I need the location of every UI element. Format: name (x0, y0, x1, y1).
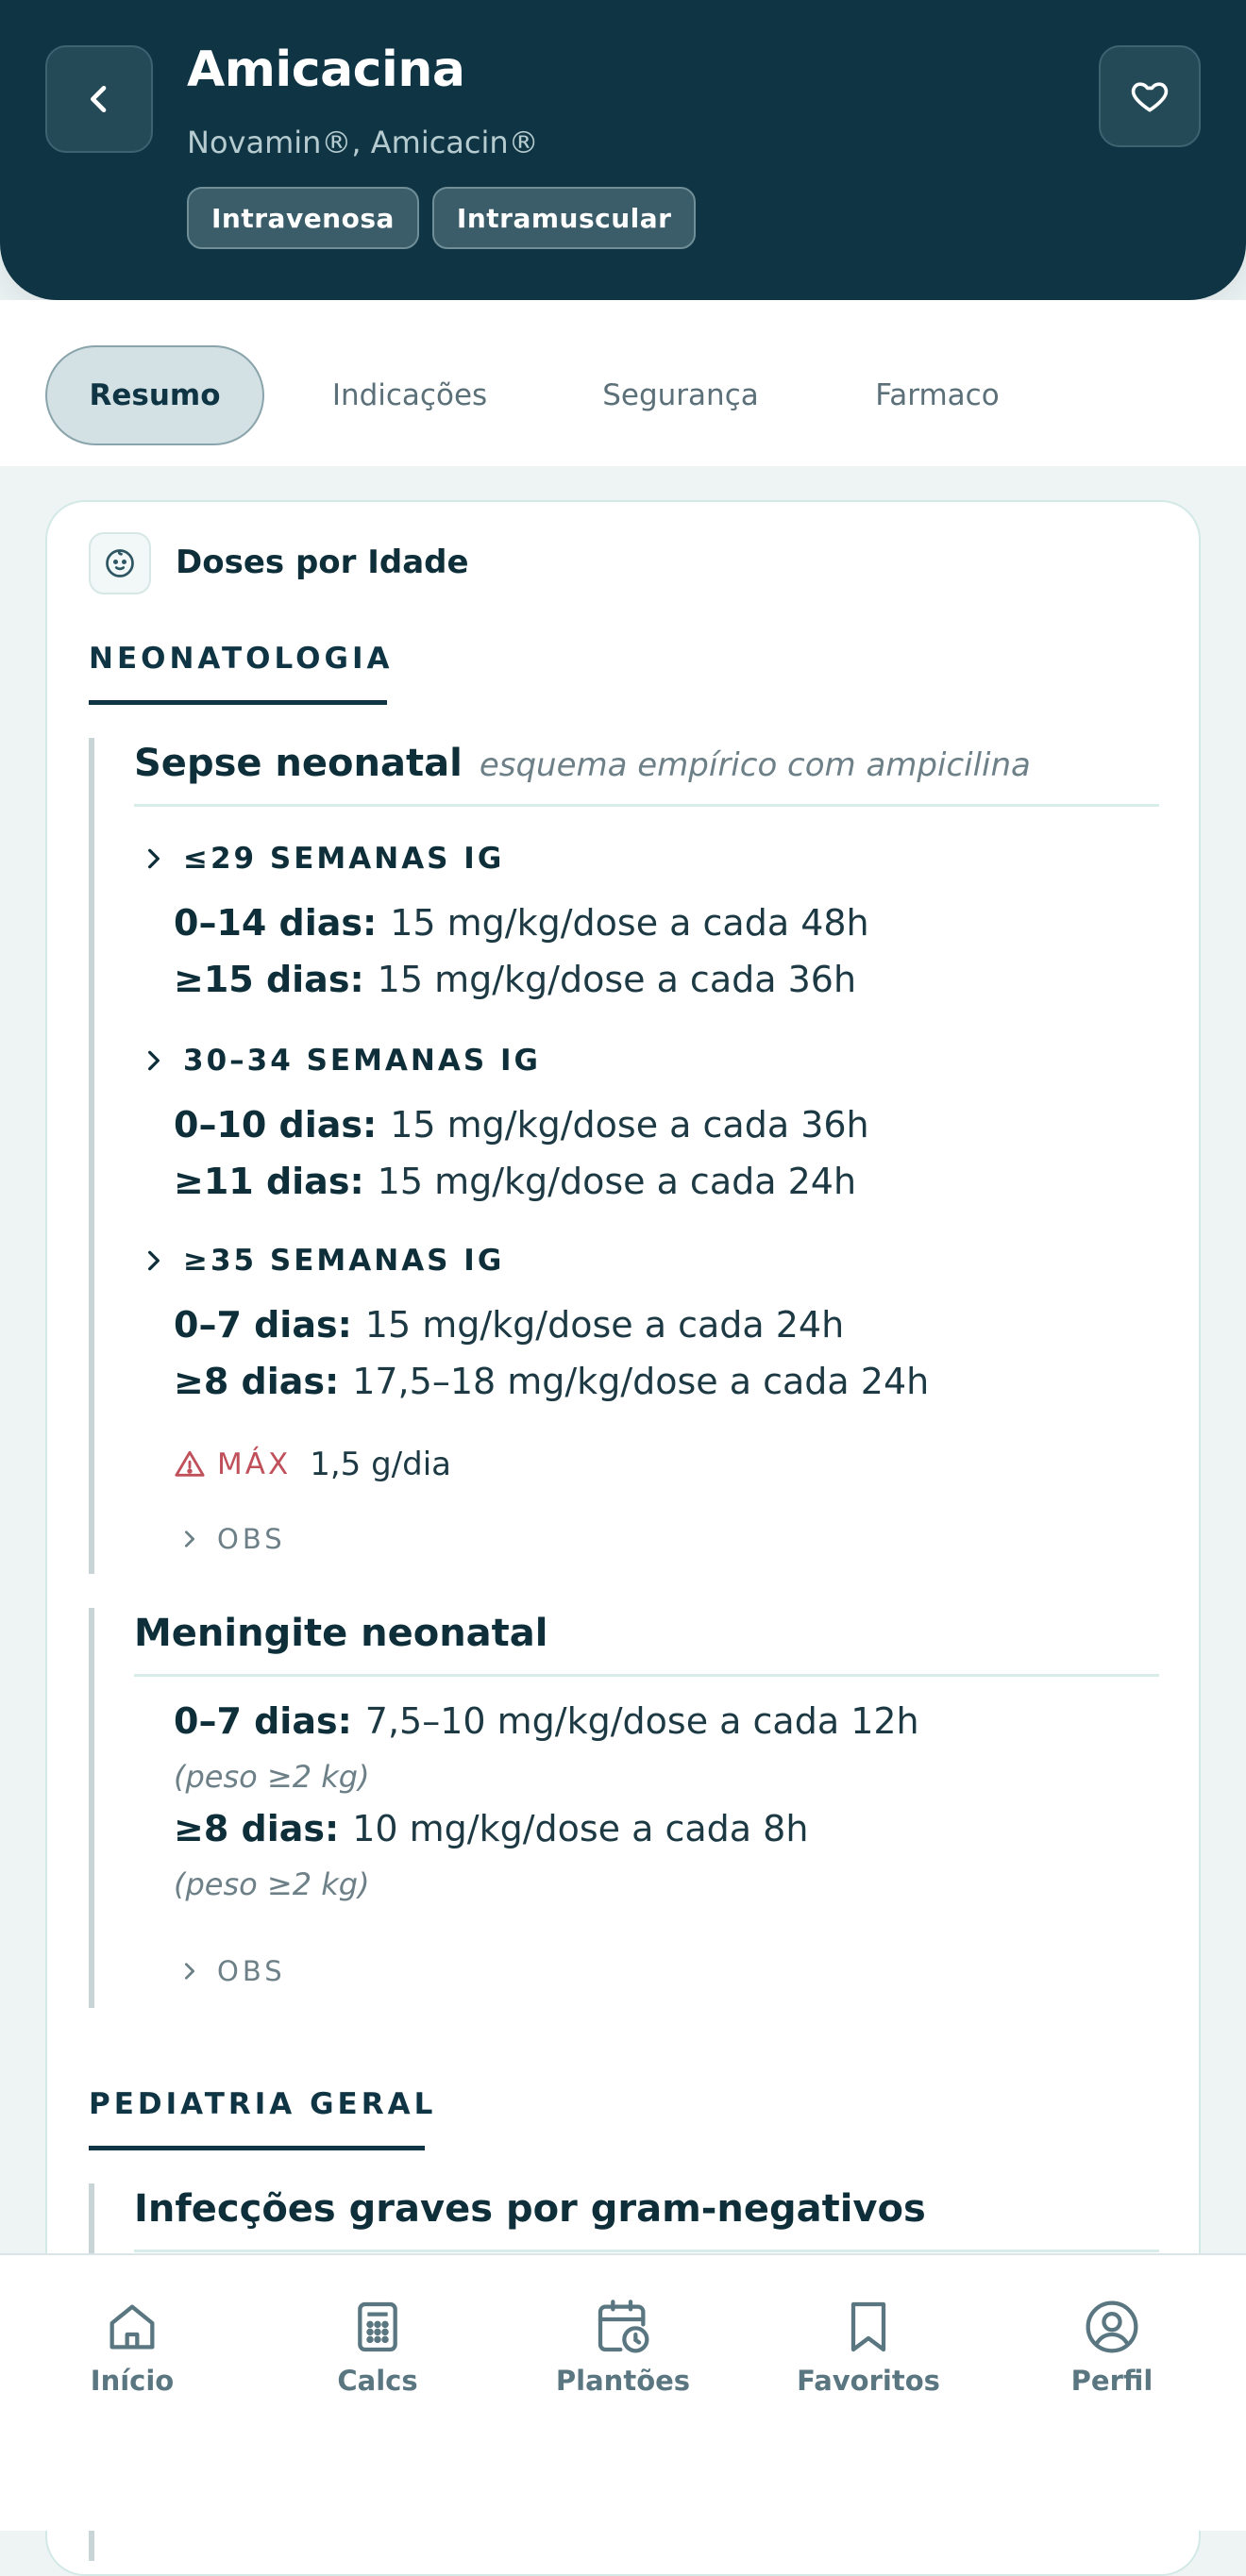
max-label: MÁX (217, 1447, 292, 1481)
group-label: ≥35 SEMANAS IG (183, 1244, 505, 1278)
obs-label: OBS (217, 1955, 286, 1987)
dose-age: ≥8 dias: (174, 1361, 340, 1402)
dose-row (174, 1808, 808, 1849)
nav-inicio[interactable] (38, 2297, 227, 2397)
dose-value: 17,5–18 mg/kg/dose a cada 24h (352, 1361, 930, 1402)
route-chips (187, 187, 696, 249)
dose-age: ≥8 dias: (174, 1808, 340, 1849)
bottom-navigation (0, 2253, 1246, 2531)
home-icon (102, 2297, 162, 2357)
group-label: 30–34 SEMANAS IG (183, 1044, 541, 1078)
nav-label: Perfil (1070, 2365, 1153, 2397)
drug-name: Amicacina (187, 42, 465, 98)
heart-icon (1129, 75, 1170, 117)
indication-title-meningite: Meningite neonatal (134, 1612, 548, 1655)
group-header-29[interactable] (142, 842, 504, 876)
dose-value: 15 mg/kg/dose a cada 24h (377, 1161, 857, 1202)
nav-perfil[interactable] (1018, 2297, 1206, 2397)
indication-title-sepse (134, 742, 1031, 785)
nav-calcs[interactable] (283, 2297, 472, 2397)
nav-label: Calcs (337, 2365, 418, 2397)
back-button[interactable] (45, 45, 153, 153)
max-dose-row (174, 1446, 451, 1483)
dose-value: 15 mg/kg/dose a cada 36h (377, 959, 857, 1000)
chevron-right-icon (142, 1048, 166, 1073)
dose-row (174, 902, 869, 944)
nav-label: Plantões (555, 2365, 691, 2397)
indication-subtitle: esquema empírico com ampicilina (479, 746, 1031, 784)
tab-bar (0, 300, 1246, 466)
brand-names: Novamin®, Amicacin® (187, 125, 539, 160)
dose-row (174, 1361, 929, 1402)
favorite-button[interactable] (1099, 45, 1201, 147)
indication-bar (89, 1608, 94, 2008)
dose-value: 15 mg/kg/dose a cada 24h (364, 1304, 845, 1346)
dose-row (174, 959, 856, 1000)
chevron-right-icon (142, 1248, 166, 1273)
group-header-30-34[interactable] (142, 1044, 541, 1078)
indication-divider (134, 1674, 1159, 1677)
dose-row (174, 1700, 919, 1742)
obs-label: OBS (217, 1523, 286, 1555)
indication-name: Sepse neonatal (134, 742, 463, 785)
tab-seguranca[interactable]: Segurança (602, 378, 759, 412)
dose-value: 15 mg/kg/dose a cada 48h (390, 902, 869, 944)
calendar-clock-icon (593, 2297, 653, 2357)
group-label: ≤29 SEMANAS IG (183, 842, 505, 876)
dose-age: 0–7 dias: (174, 1304, 352, 1346)
indication-divider (134, 804, 1159, 807)
dose-age: ≥15 dias: (174, 959, 364, 1000)
dose-age: 0–7 dias: (174, 1700, 352, 1742)
chevron-right-icon (179, 1961, 200, 1982)
dose-row (174, 1104, 869, 1146)
dose-row (174, 1304, 844, 1346)
bookmark-icon (838, 2297, 899, 2357)
calculator-icon (347, 2297, 408, 2357)
dose-value: 15 mg/kg/dose a cada 36h (390, 1104, 869, 1146)
drug-header (0, 0, 1246, 300)
tab-indicacoes[interactable]: Indicações (331, 378, 488, 412)
dose-note: (peso ≥2 kg) (174, 1866, 370, 1902)
card-title: Doses por Idade (176, 544, 469, 581)
section-label-neonatologia: NEONATOLOGIA (89, 642, 394, 676)
indication-divider (134, 2250, 1159, 2252)
max-value: 1,5 g/dia (310, 1446, 451, 1483)
dose-age: 0–14 dias: (174, 902, 378, 944)
warning-icon (174, 1448, 206, 1480)
indication-title-gram-negativos: Infecções graves por gram-negativos (134, 2187, 926, 2231)
dose-value: 7,5–10 mg/kg/dose a cada 12h (364, 1700, 919, 1742)
chevron-left-icon (80, 80, 118, 118)
section-underline (89, 2146, 425, 2150)
chevron-right-icon (142, 846, 166, 871)
tab-farmaco[interactable]: Farmaco (875, 378, 1000, 412)
route-chip-intravenosa: Intravenosa (187, 187, 419, 249)
obs-toggle[interactable] (179, 1523, 286, 1555)
user-circle-icon (1082, 2297, 1142, 2357)
dose-note: (peso ≥2 kg) (174, 1759, 370, 1795)
nav-favoritos[interactable] (774, 2297, 963, 2397)
section-label-pediatria-geral: PEDIATRIA GERAL (89, 2087, 437, 2121)
nav-plantoes[interactable] (529, 2297, 717, 2397)
section-underline (89, 700, 387, 705)
indication-bar (89, 738, 94, 1574)
dose-row (174, 1161, 856, 1202)
dose-value: 10 mg/kg/dose a cada 8h (352, 1808, 809, 1849)
baby-face-icon (89, 532, 151, 594)
dose-age: 0–10 dias: (174, 1104, 378, 1146)
nav-label: Início (90, 2365, 175, 2397)
route-chip-intramuscular: Intramuscular (432, 187, 697, 249)
chevron-right-icon (179, 1529, 200, 1549)
group-header-35[interactable] (142, 1244, 504, 1278)
tab-resumo[interactable]: Resumo (45, 345, 264, 445)
obs-toggle[interactable] (179, 1955, 286, 1987)
dose-age: ≥11 dias: (174, 1161, 364, 1202)
nav-label: Favoritos (797, 2365, 940, 2397)
